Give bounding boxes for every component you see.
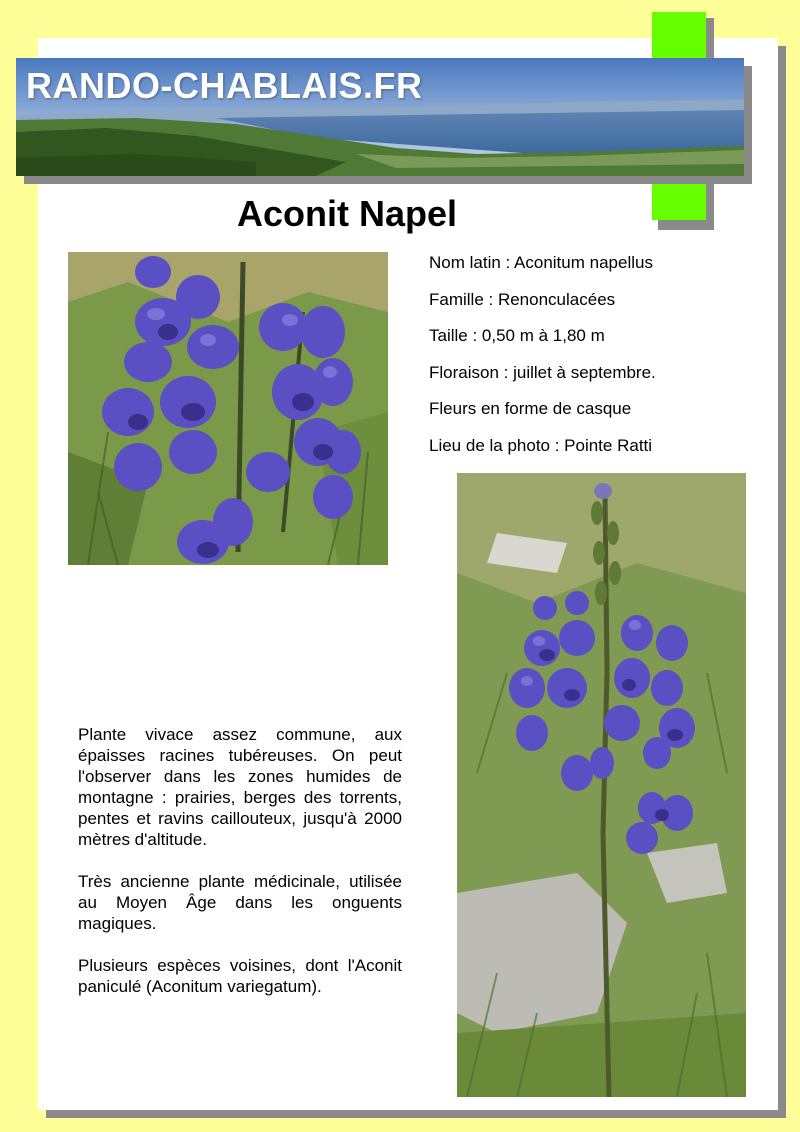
- description-paragraph: Très ancienne plante médicinale, utilisée au Moyen Âge dans les onguents magiques.: [78, 872, 402, 933]
- info-flower-shape: Fleurs en forme de casque: [429, 399, 632, 418]
- flower-stem-photo: [457, 473, 746, 1097]
- header-banner: [16, 58, 744, 176]
- flower-closeup-photo: [68, 252, 388, 565]
- plant-info-list: [429, 252, 656, 471]
- info-family: Famille : Renonculacées: [429, 289, 616, 309]
- plant-description: [78, 724, 402, 1018]
- info-flowering: Floraison : juillet à septembre.: [429, 362, 656, 382]
- info-size: Taille : 0,50 m à 1,80 m: [429, 326, 605, 345]
- info-latin-name: Nom latin : Aconitum napellus: [429, 253, 653, 272]
- description-paragraph: Plusieurs espèces voisines, dont l'Aconit paniculé (Aconitum variegatum).: [78, 956, 402, 996]
- page-title: Aconit Napel: [236, 193, 458, 234]
- info-photo-location: Lieu de la photo : Pointe Ratti: [429, 435, 653, 455]
- description-paragraph: Plante vivace assez commune, aux épaisses racines tubéreuses. On peut l'observer dans les zones humides de montagne : prairies, berges des torrents, pentes et ravins caillouteux, jusqu'à 2000 mètres d'altitude.: [78, 725, 402, 849]
- site-name: RANDO-CHABLAIS.FR: [26, 65, 423, 106]
